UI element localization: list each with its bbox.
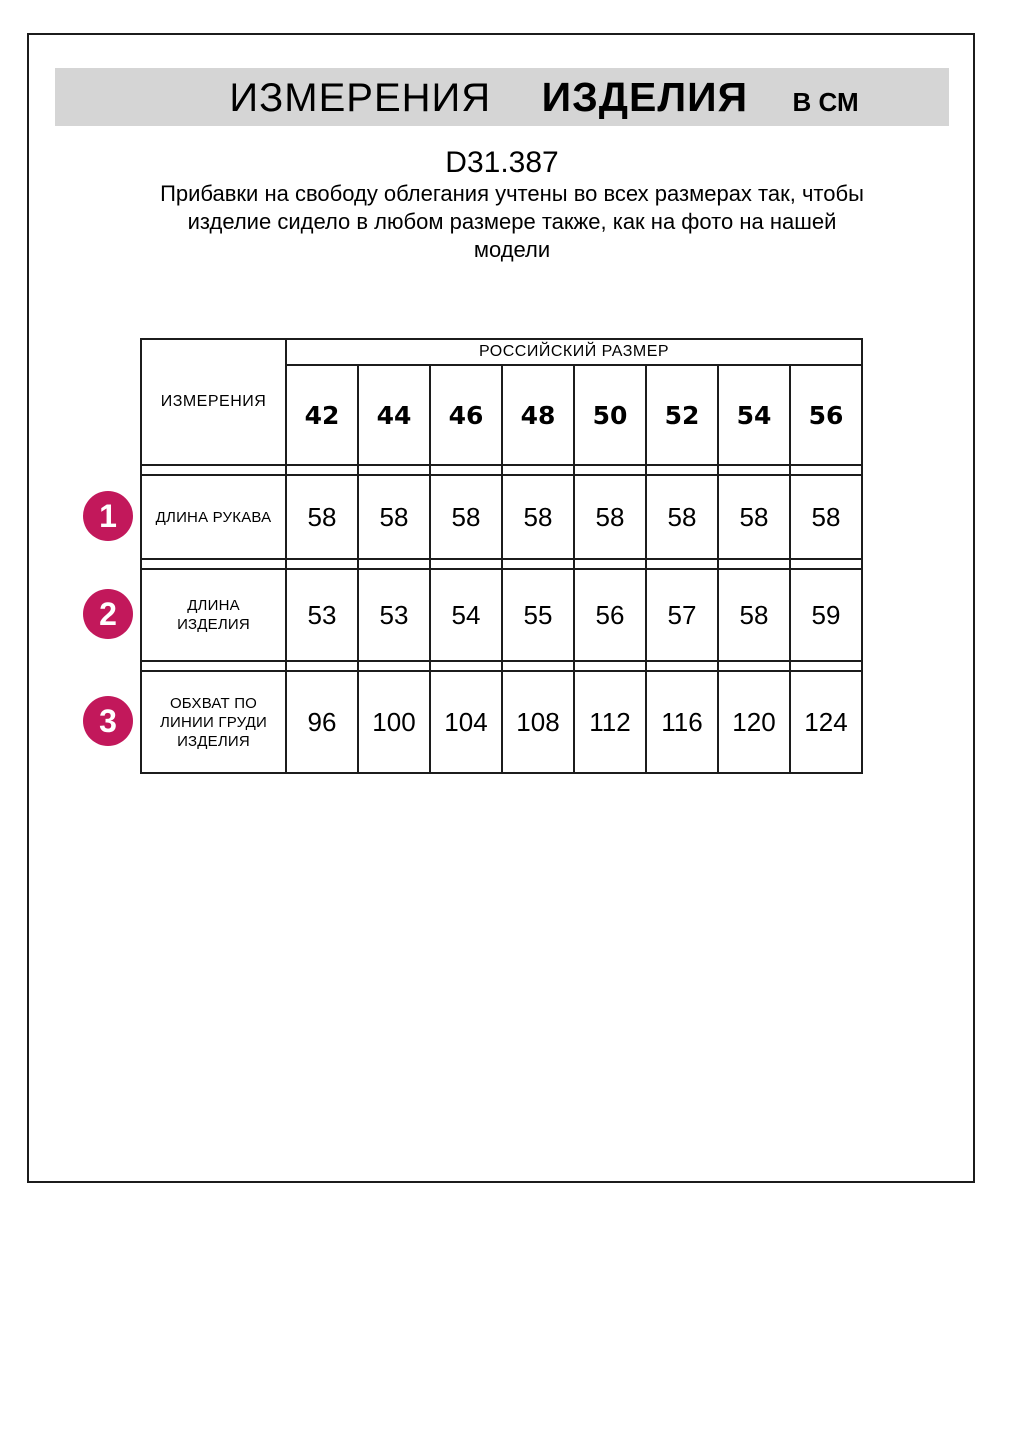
measurements-header-cell: ИЗМЕРЕНИЯ	[141, 339, 286, 465]
table-row-chest-girth	[141, 671, 862, 773]
table-row-product-length	[141, 569, 862, 661]
row-number-badge-2: 2	[83, 589, 133, 639]
value-cell: 58	[718, 569, 790, 661]
table-spacer-row	[141, 661, 862, 671]
table-spacer-row	[141, 465, 862, 475]
value-cell: 112	[574, 671, 646, 773]
value-cell: 120	[718, 671, 790, 773]
value-cell: 53	[358, 569, 430, 661]
header-title-product: ИЗДЕЛИЯ	[541, 73, 749, 120]
value-cell: 58	[502, 475, 574, 559]
size-header-cell: 54	[718, 365, 790, 465]
header-bar	[55, 68, 949, 126]
row-number-badge-3: 3	[83, 696, 133, 746]
header-title-measurements: ИЗМЕРЕНИЯ	[229, 75, 492, 120]
value-cell: 57	[646, 569, 718, 661]
value-cell: 116	[646, 671, 718, 773]
value-cell: 58	[718, 475, 790, 559]
row-number-badge-1: 1	[83, 491, 133, 541]
value-cell: 108	[502, 671, 574, 773]
value-cell: 58	[286, 475, 358, 559]
size-group-header-cell: РОССИЙСКИЙ РАЗМЕР	[286, 339, 862, 365]
table-spacer-row	[141, 559, 862, 569]
row-label-cell: ОБХВАТ ПО ЛИНИИ ГРУДИ ИЗДЕЛИЯ	[141, 671, 286, 773]
size-header-cell: 44	[358, 365, 430, 465]
value-cell: 55	[502, 569, 574, 661]
size-table	[140, 338, 863, 774]
header-unit-label: В СМ	[792, 86, 859, 117]
size-header-cell: 48	[502, 365, 574, 465]
value-cell: 53	[286, 569, 358, 661]
header-title-group	[229, 74, 858, 121]
size-header-cell: 52	[646, 365, 718, 465]
size-header-cell: 46	[430, 365, 502, 465]
value-cell: 56	[574, 569, 646, 661]
row-label-cell: ДЛИНА РУКАВА	[141, 475, 286, 559]
value-cell: 96	[286, 671, 358, 773]
size-header-cell: 42	[286, 365, 358, 465]
row-label-cell: ДЛИНА ИЗДЕЛИЯ	[141, 569, 286, 661]
model-code: D31.387	[445, 146, 559, 179]
table-row-sleeve-length	[141, 475, 862, 559]
value-cell: 124	[790, 671, 862, 773]
value-cell: 100	[358, 671, 430, 773]
table-row-size-group	[141, 339, 862, 365]
value-cell: 58	[574, 475, 646, 559]
value-cell: 58	[430, 475, 502, 559]
value-cell: 104	[430, 671, 502, 773]
value-cell: 58	[358, 475, 430, 559]
value-cell: 58	[646, 475, 718, 559]
size-header-cell: 56	[790, 365, 862, 465]
value-cell: 54	[430, 569, 502, 661]
fit-description: Прибавки на свободу облегания учтены во всех размерах так, чтобы изделие сидело в любом размере также, как на фото на нашей модели	[160, 181, 864, 262]
value-cell: 58	[790, 475, 862, 559]
size-header-cell: 50	[574, 365, 646, 465]
value-cell: 59	[790, 569, 862, 661]
